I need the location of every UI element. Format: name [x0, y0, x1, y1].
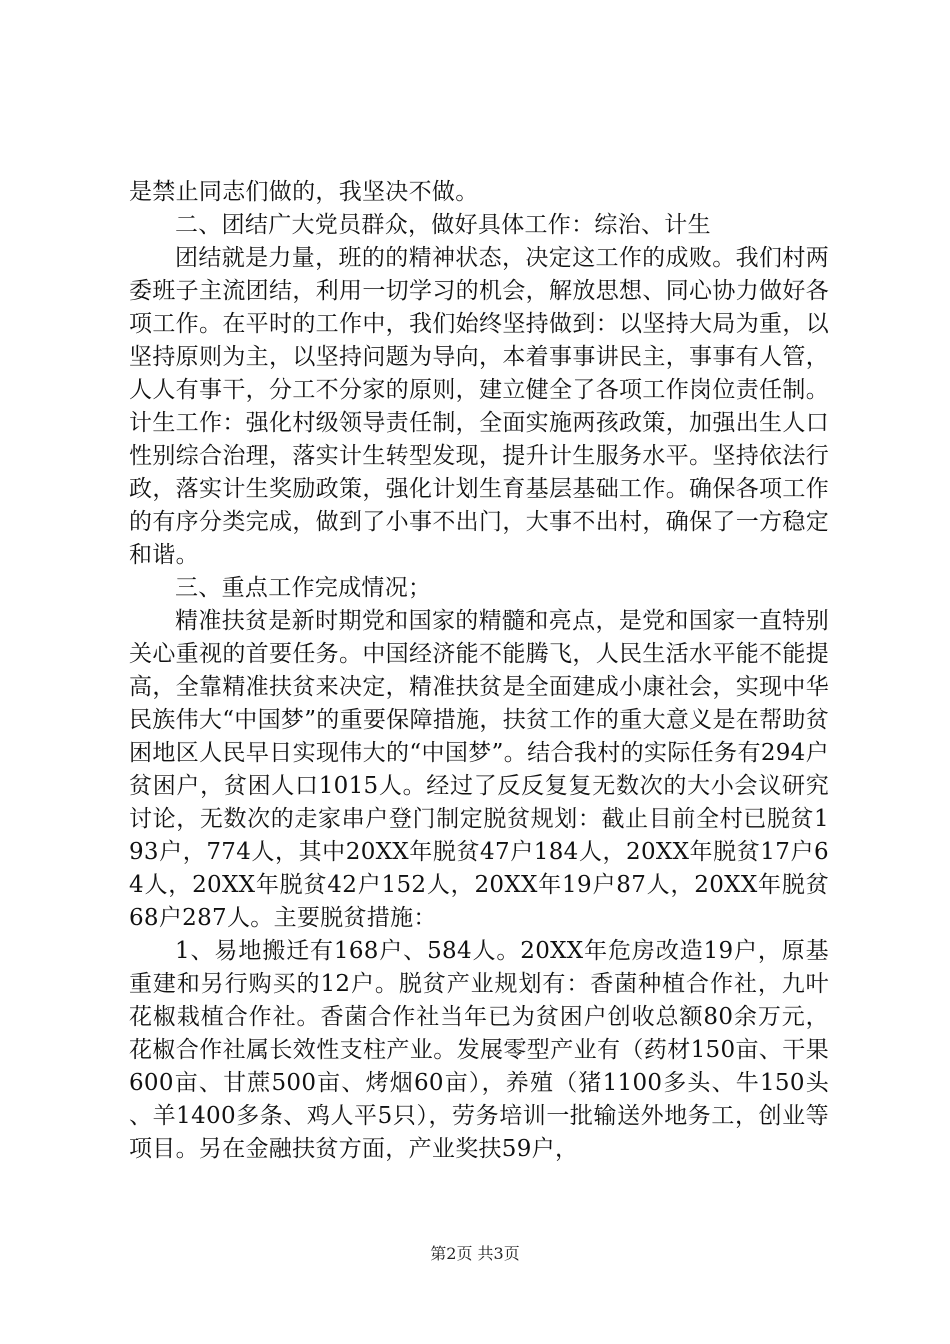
section-heading-3: 三、重点工作完成情况；: [175, 575, 432, 601]
document-body: [129, 176, 829, 1166]
page-number-footer: 第2页 共3页: [430, 1244, 520, 1263]
paragraph-poverty-alleviation: 精准扶贫是新时期党和国家的精髓和亮点，是党和国家一直特别关心重视的首要任务。中国经济能不能腾飞，人民生活水平能不能提高，全靠精准扶贫来决定，精准扶贫是全面建成小康社会，实现中华民族伟大“中国梦”的重要保障措施，扶贫工作的重大意义是在帮助贫困地区人民早日实现伟大的“中国梦”。结合我村的实际任务有294户贫困户，贫困人口1015人。经过了反反复复无数次的大小会议研究讨论，无数次的走家串户登门制定脱贫规划：截止目前全村已脱贫193户，774人，其中20XX年脱贫47户184人，20XX年脱贫17户64人，20XX年脱贫42户152人，20XX年19户87人，20XX年脱贫68户287人。主要脱贫措施：: [129, 608, 829, 931]
paragraph-unity-work: 团结就是力量，班的的精神状态，决定这工作的成败。我们村两委班子主流团结，利用一切学习的机会，解放思想、同心协力做好各项工作。在平时的工作中，我们始终坚持做到：以坚持大局为重，以坚持原则为主，以坚持问题为导向，本着事事讲民主，事事有人管，人人有事干，分工不分家的原则，建立健全了各项工作岗位责任制。计生工作：强化村级领导责任制，全面实施两孩政策，加强出生人口性别综合治理，落实计生转型发现，提升计生服务水平。坚持依法行政，落实计生奖励政策，强化计划生育基层基础工作。确保各项工作的有序分类完成，做到了小事不出门，大事不出村，确保了一方稳定和谐。: [129, 245, 829, 568]
paragraph-measures-1: 1、易地搬迁有168户、584人。20XX年危房改造19户，原基重建和另行购买的12户。脱贫产业规划有：香菌种植合作社，九叶花椒栽植合作社。香菌合作社当年已为贫困户创收总额80余万元，花椒合作社属长效性支柱产业。发展零型产业有（药材150亩、干果600亩、甘蔗500亩、烤烟60亩），养殖（猪1100多头、牛150头、羊1400多条、鸡人平5只），劳务培训一批输送外地务工，创业等项目。另在金融扶贫方面，产业奖扶59户，: [129, 938, 829, 1162]
section-heading-2: 二、团结广大党员群众，做好具体工作：综治、计生: [175, 212, 711, 238]
paragraph-continuation: 是禁止同志们做的，我坚决不做。: [129, 179, 479, 205]
